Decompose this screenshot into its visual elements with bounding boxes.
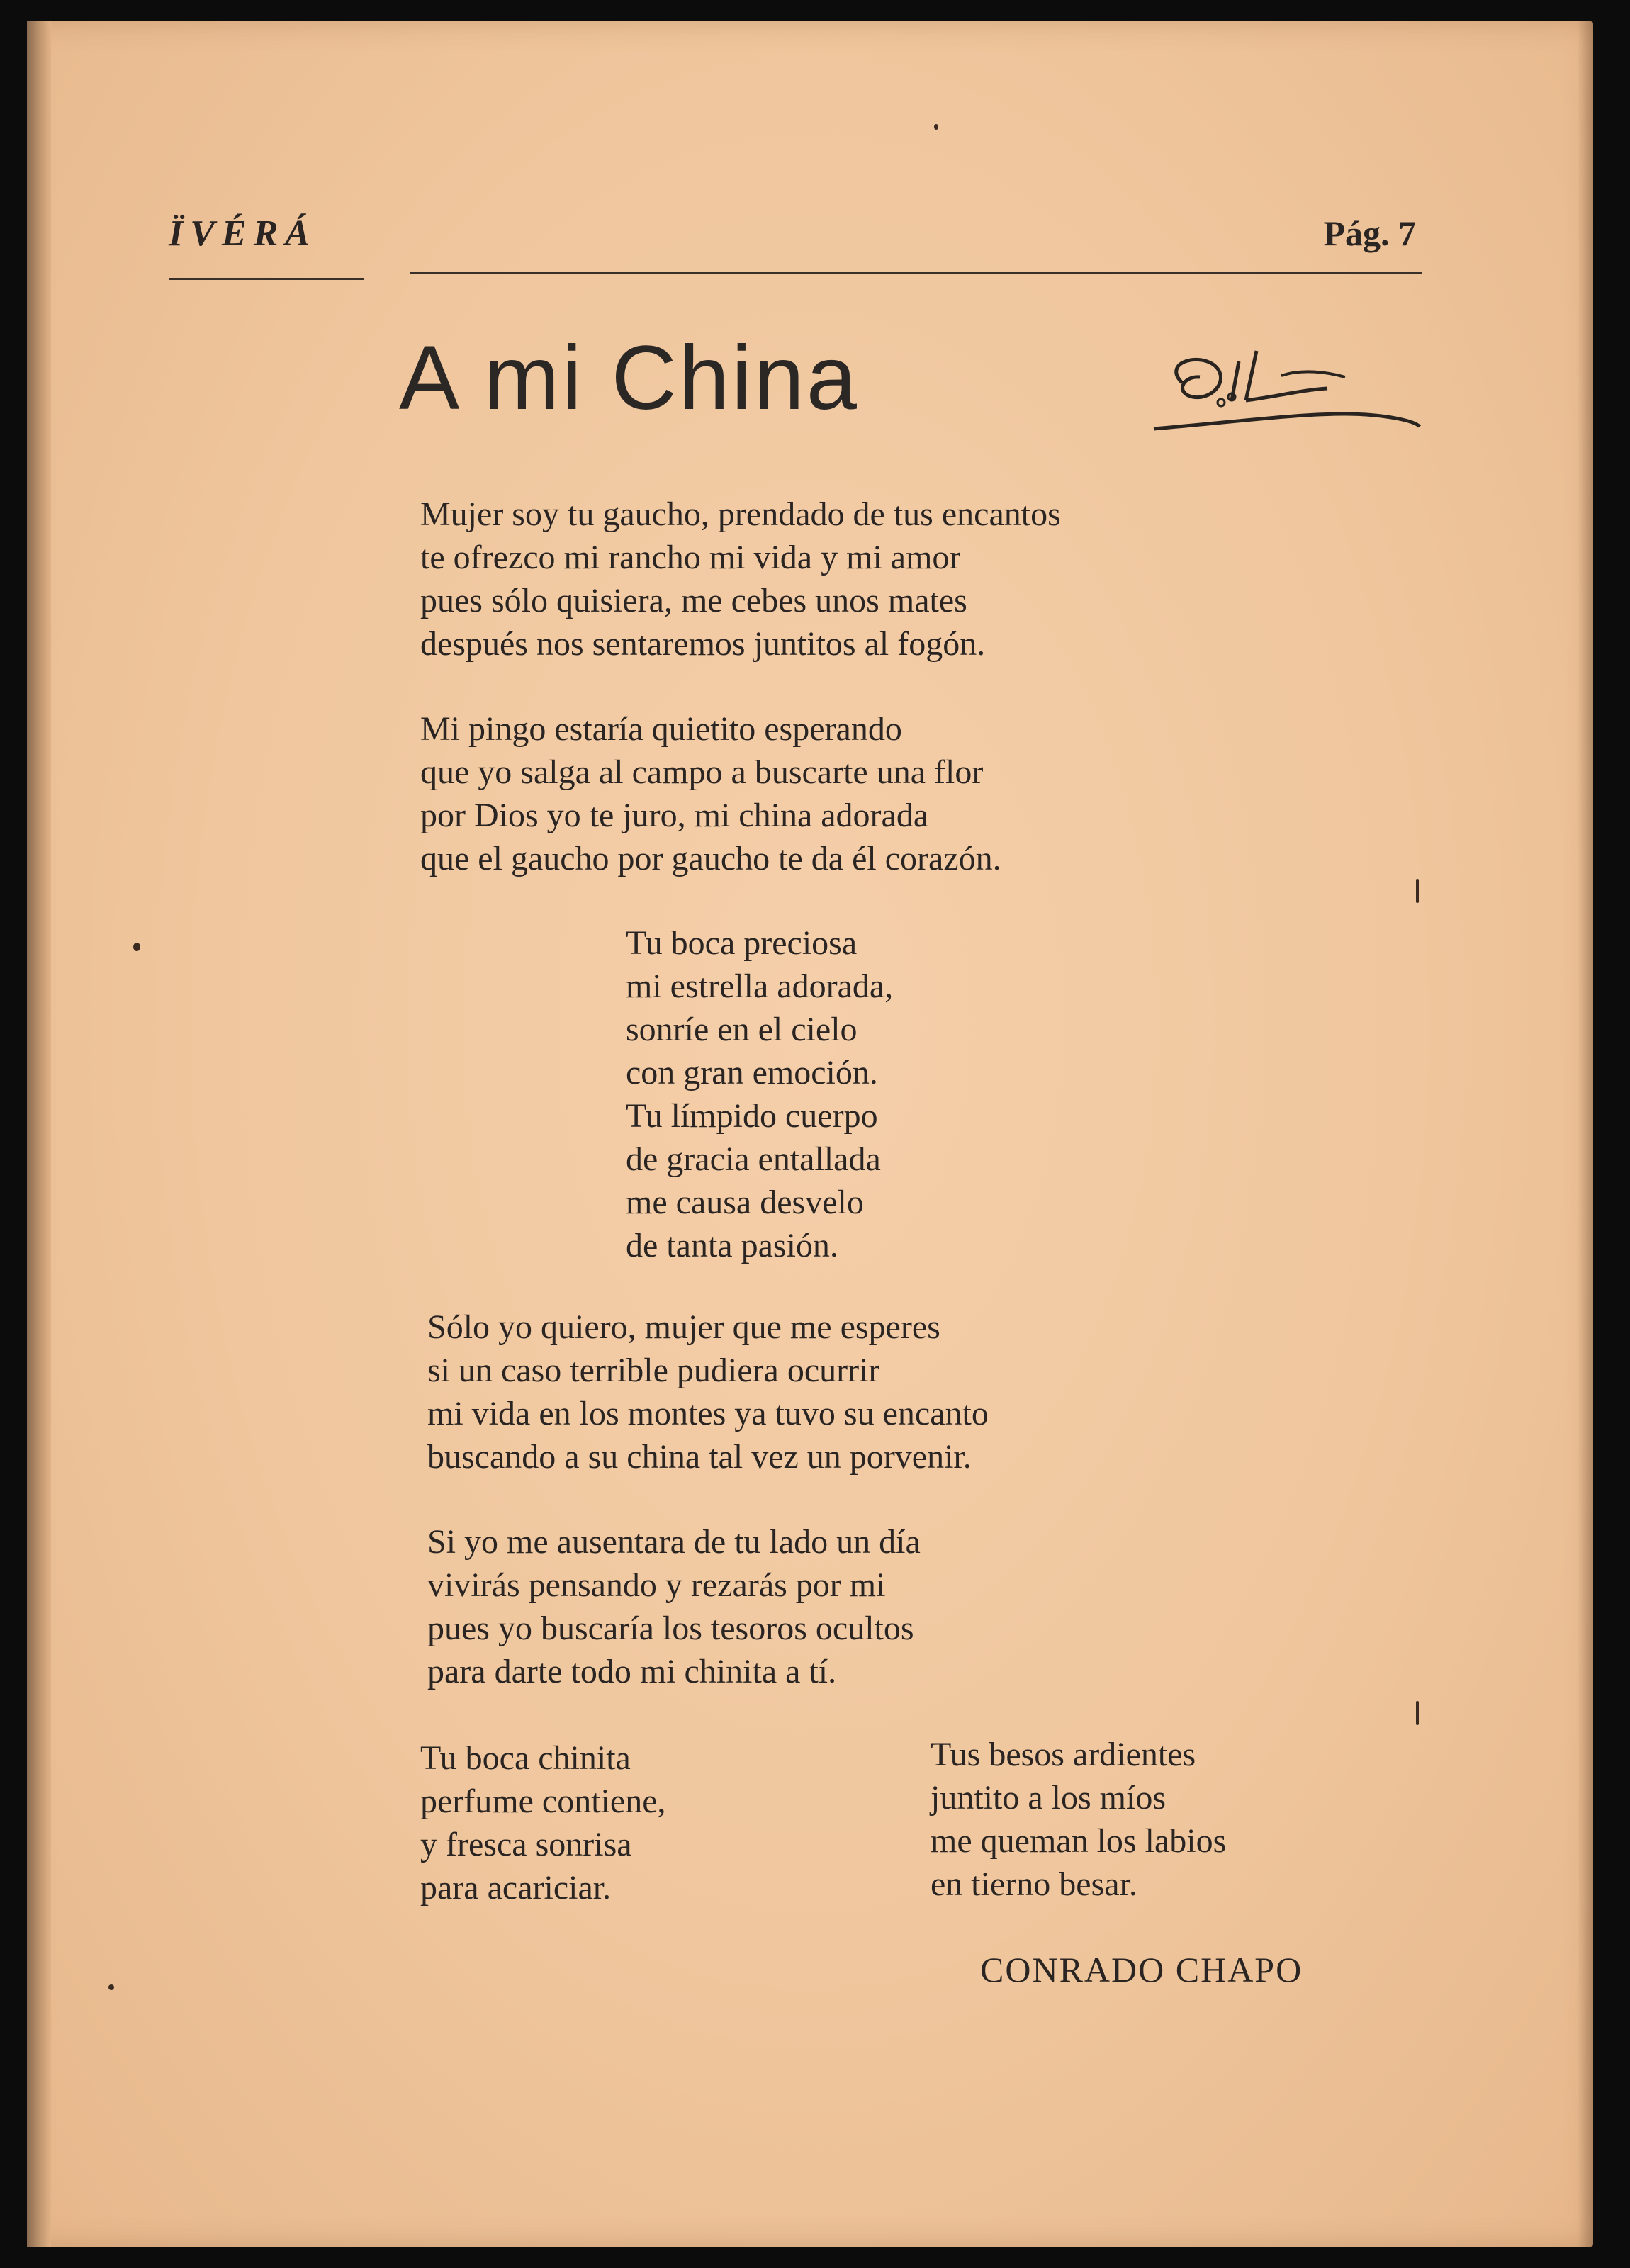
paper-speck <box>934 124 938 130</box>
verse-line: juntito a los míos <box>931 1779 1167 1817</box>
verse-line: que yo salga al campo a buscarte una flor <box>420 753 984 791</box>
verse-line: Tus besos ardientes <box>931 1736 1196 1773</box>
verse-line: sonríe en el cielo <box>626 1011 858 1048</box>
verse-line: para acariciar. <box>420 1869 612 1907</box>
verse-line: perfume contiene, <box>420 1783 666 1820</box>
paper-speck <box>133 943 140 951</box>
verse-line: después nos sentaremos juntitos al fogón. <box>420 625 986 663</box>
paper-speck <box>1416 1701 1419 1725</box>
running-head: ÏVÉRÁ <box>169 213 317 254</box>
stanza-3 <box>626 921 893 1267</box>
author-signature: CONRADO CHAPO <box>980 1950 1303 1989</box>
paper-speck <box>108 1984 114 1990</box>
stanza-5 <box>427 1520 921 1693</box>
verse-line: vivirás pensando y rezarás por mi <box>427 1566 886 1604</box>
verse-line: para darte todo mi chinita a tí. <box>427 1653 837 1690</box>
page-number: Pág. 7 <box>1323 213 1416 253</box>
verse-line: que el gaucho por gaucho te da él corazón. <box>420 840 1001 877</box>
stanza-4 <box>427 1306 989 1478</box>
verse-line: te ofrezco mi rancho mi vida y mi amor <box>420 539 961 576</box>
poem-title: A mi China <box>399 327 859 429</box>
paper-speck <box>1416 879 1419 903</box>
stanza-1 <box>420 493 1061 666</box>
verse-line: Mujer soy tu gaucho, prendado de tus encantos <box>420 495 1061 533</box>
verse-line: pues yo buscaría los tesoros ocultos <box>427 1610 914 1647</box>
verse-line: por Dios yo te juro, mi china adorada <box>420 797 929 834</box>
verse-line: buscando a su china tal vez un porvenir. <box>427 1438 972 1476</box>
stanza-2 <box>420 707 1001 880</box>
stanza-7 <box>931 1733 1226 1906</box>
flourish-ornament-icon <box>1132 333 1430 439</box>
verse-line: en tierno besar. <box>931 1865 1137 1903</box>
verse-line: si un caso terrible pudiera ocurrir <box>427 1352 880 1389</box>
page-edge <box>1578 21 1593 2247</box>
verse-line: Tu boca preciosa <box>626 924 858 962</box>
page-binding <box>27 21 51 2247</box>
verse-line: Sólo yo quiero, mujer que me esperes <box>427 1308 940 1346</box>
verse-line: y fresca sonrisa <box>420 1826 632 1863</box>
magazine-page <box>27 21 1593 2247</box>
verse-line: mi vida en los montes ya tuvo su encanto <box>427 1395 989 1432</box>
header-rule-left <box>169 278 364 280</box>
verse-line: me causa desvelo <box>626 1184 864 1221</box>
stanza-6 <box>420 1736 666 1909</box>
verse-line: pues sólo quisiera, me cebes unos mates <box>420 582 967 619</box>
verse-line: Si yo me ausentara de tu lado un día <box>427 1523 921 1561</box>
verse-line: con gran emoción. <box>626 1054 878 1091</box>
verse-line: de tanta pasión. <box>626 1227 838 1264</box>
verse-line: me queman los labios <box>931 1822 1227 1860</box>
verse-line: Tu boca chinita <box>420 1739 631 1777</box>
verse-line: mi estrella adorada, <box>626 967 894 1005</box>
header-rule-right <box>410 272 1422 274</box>
verse-line: Tu límpido cuerpo <box>626 1097 878 1135</box>
verse-line: Mi pingo estaría quietito esperando <box>420 710 902 748</box>
verse-line: de gracia entallada <box>626 1140 881 1178</box>
